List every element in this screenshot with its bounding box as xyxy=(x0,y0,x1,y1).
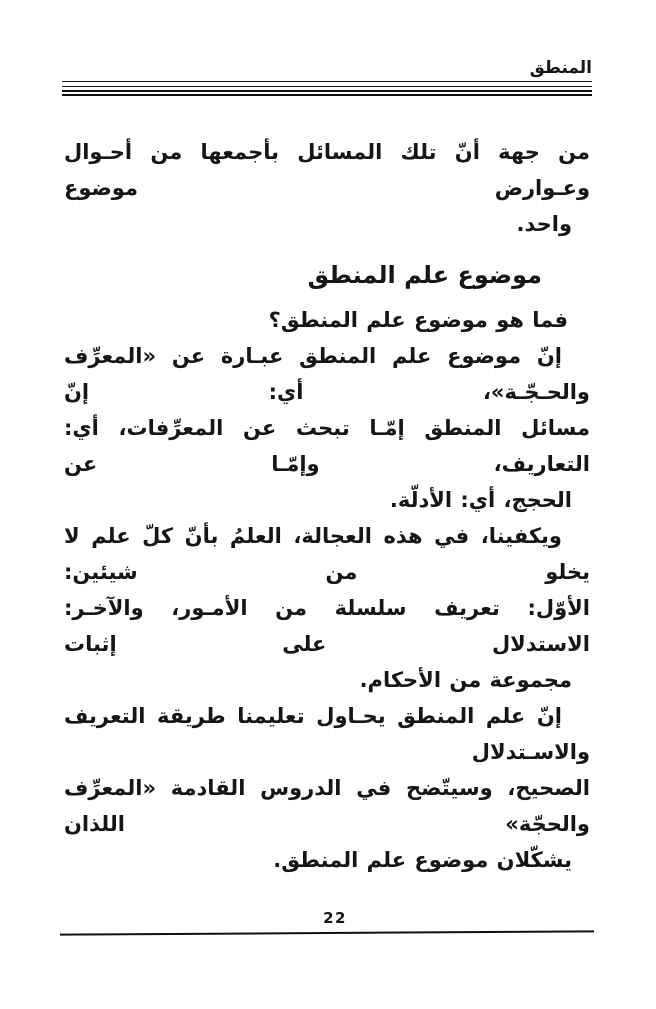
conclusion-paragraph-line-1: إنّ علم المنطق يحـاول تعليمنا طريقة التعريف والاسـتدلال xyxy=(64,704,590,764)
page-body xyxy=(64,134,590,878)
conclusion-paragraph-line-3: يشكّلان موضوع علم المنطق. xyxy=(273,848,572,872)
header-rule-thin xyxy=(62,86,592,87)
header-rule-medium xyxy=(62,90,592,92)
page-header xyxy=(62,56,592,96)
two-things-paragraph-line-3: مجموعة من الأحكام. xyxy=(359,668,572,692)
running-head-title: المنطق xyxy=(529,58,592,78)
definition-paragraph-line-2: مسائل المنطق إمّـا تبحث عن المعرِّفات، أي: التعاريف، وإمّـا عن xyxy=(64,416,590,476)
two-things-paragraph-line-2: الأوّل: تعريف سلسلة من الأمـور، والآخـر: الاستدلال على إثبات xyxy=(64,596,590,656)
intro-paragraph-line-1: من جهة أنّ تلك المسائل بأجمعها من أحـوال وعـوارض موضوع xyxy=(64,140,590,200)
running-head-row xyxy=(62,56,592,82)
page-footer xyxy=(60,906,594,934)
lead-question-line: فما هو موضوع علم المنطق؟ xyxy=(268,308,568,332)
intro-paragraph-line-2: واحد. xyxy=(516,212,572,236)
section-heading: موضوع علم المنطق xyxy=(307,261,542,289)
footer-rule xyxy=(60,930,594,935)
conclusion-paragraph-line-2: الصحيح، وسيتّضح في الدروس القادمة «المعرِّف والحجّة» اللذان xyxy=(64,776,590,836)
definition-paragraph-line-1: إنّ موضوع علم المنطق عبـارة عن «المعرِّف والحـجّـة»، أي: إنّ xyxy=(64,344,590,404)
page-number: 22 xyxy=(323,909,347,927)
definition-paragraph-line-3: الحجج، أي: الأدلّة. xyxy=(389,488,572,512)
two-things-paragraph-line-1: ويكفينا، في هذه العجالة، العلمُ بأنّ كلّ علم لا يخلو من شيئين: xyxy=(64,524,590,584)
header-rule-thick xyxy=(62,94,592,96)
